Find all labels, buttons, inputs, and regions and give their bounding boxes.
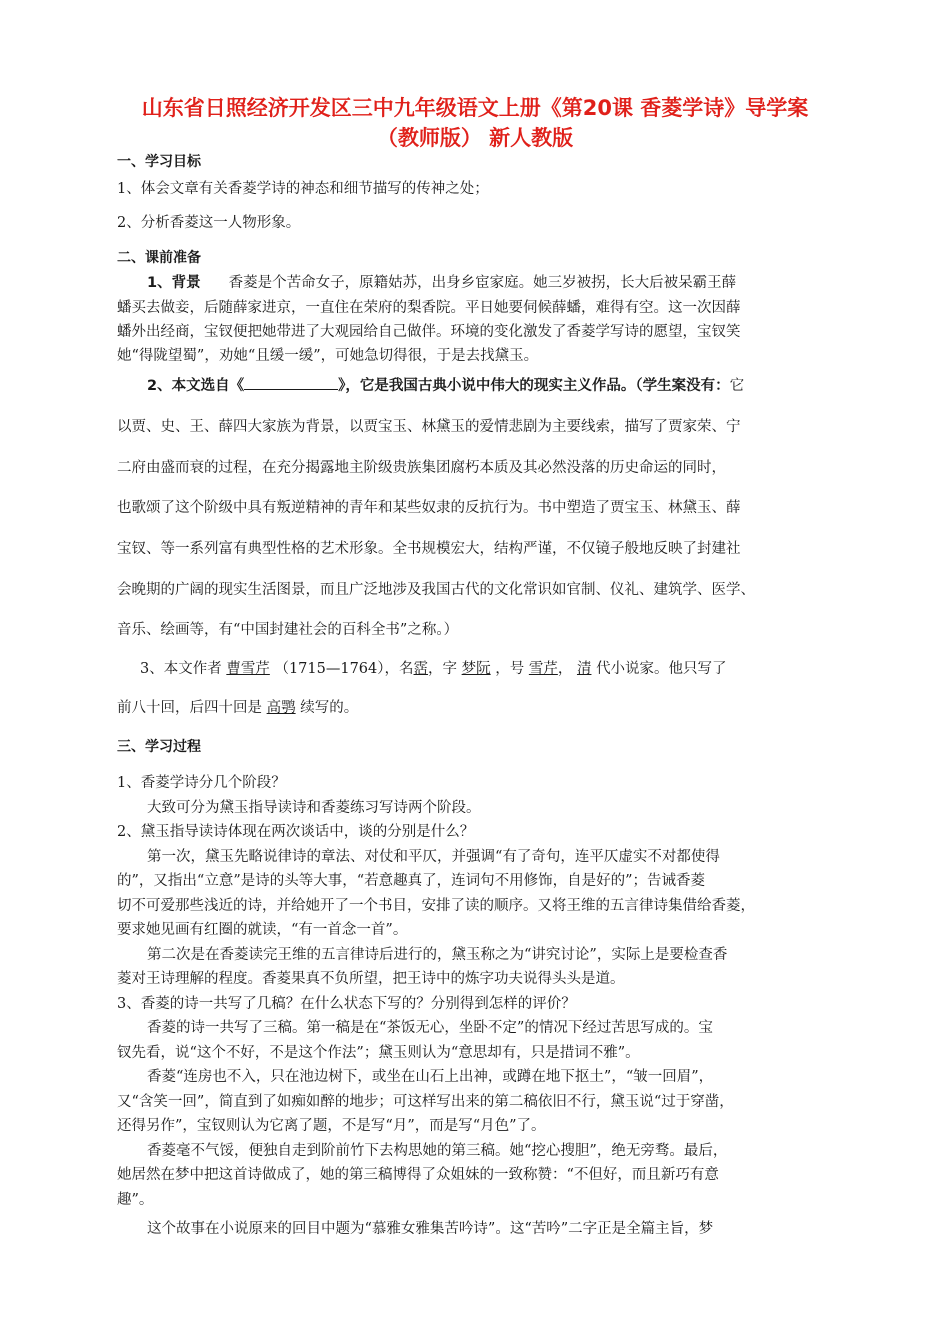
answer-line: 要求她见画有红圈的就读，“有一首念一首”。 xyxy=(117,922,408,938)
author-line: 3、本文作者 曹雪芹 （1715—1764），名霑，字 梦阮 ，号 雪芹， 清 代小说家。他只写了 xyxy=(140,661,727,677)
document-subtitle: （教师版） 新人教版 xyxy=(376,126,574,150)
answer-line: 还得另作”，宝钗则认为它离了题，不是写“月”，而是写“月色”了。 xyxy=(117,1118,546,1134)
paragraph-line: 宝钗、等一系列富有典型性格的艺术形象。全书规模宏大，结构严谨，不仅镜子般地反映了封建社 xyxy=(117,541,741,557)
question: 1、香菱学诗分几个阶段？ xyxy=(117,775,286,791)
fill-in-blank xyxy=(244,375,338,390)
answer-line: 钗先看，说“这个不好，不是这个作法”；黛玉则认为“意思却有，只是措词不雅”。 xyxy=(117,1045,640,1061)
goal-item: 2、分析香菱这一人物形象。 xyxy=(117,215,301,231)
paragraph-line: 音乐、绘画等，有“中国封建社会的百科全书”之称。） xyxy=(117,622,459,638)
answer-line: 切不可爱那些浅近的诗，并给她开了一个书目，安排了读的顺序。又将王维的五言律诗集借给香菱， xyxy=(117,898,755,914)
answer-line: 菱对王诗理解的程度。香菱果真不负所望，把王诗中的炼字功夫说得头头是道。 xyxy=(117,971,625,987)
answer-line: 趣”。 xyxy=(117,1192,154,1208)
answer-line: 第一次，黛玉先略说律诗的章法、对仗和平仄，并强调“有了奇句，连平仄虚实不对都使得 xyxy=(147,849,720,865)
answer-line: 香菱毫不气馁，便独自走到阶前竹下去构思她的第三稿。她“挖心搜胆”，绝无旁骛。最后， xyxy=(147,1143,728,1159)
answer-line: 大致可分为黛玉指导读诗和香菱练习写诗两个阶段。 xyxy=(147,800,481,816)
question: 3、香菱的诗一共写了几稿？在什么状态下写的？分别得到怎样的评价？ xyxy=(117,996,576,1012)
answer-line: 这个故事在小说原来的回目中题为“慕雅女雅集苦吟诗”。这“苦吟”二字正是全篇主旨，梦 xyxy=(147,1221,714,1237)
paragraph-line: 二府由盛而衰的过程，在充分揭露地主阶级贵族集团腐朽本质及其必然没落的历史命运的同时， xyxy=(117,460,726,476)
answer-line: 又“含笑一回”，简直到了如痴如醉的地步；可这样写出来的第二稿依旧不行，黛玉说“过于穿凿， xyxy=(117,1094,734,1110)
answer-line: 她居然在梦中把这首诗做成了，她的第三稿博得了众姐妹的一致称赞：“不但好，而且新巧有意 xyxy=(117,1167,719,1183)
document-title: 山东省日照经济开发区三中九年级语文上册《第20课 香菱学诗》导学案 xyxy=(141,96,809,120)
paragraph-line: 1、背景 香菱是个苦命女子，原籍姑苏，出身乡宦家庭。她三岁被拐，长大后被呆霸王薛 xyxy=(147,275,737,291)
author-name: 曹雪芹 xyxy=(226,661,270,677)
continuer-name: 高鹗 xyxy=(266,700,296,716)
paragraph-line: 蟠外出经商，宝钗便把她带进了大观园给自己做伴。环境的变化激发了香菱学写诗的愿望，宝钗笑 xyxy=(117,324,741,340)
answer-line: 香菱“连房也不入，只在池边树下，或坐在山石上出神，或蹲在地下抠土”，“皱一回眉”， xyxy=(147,1069,714,1085)
paragraph-line: 以贾、史、王、薛四大家族为背景，以贾宝玉、林黛玉的爱情悲剧为主要线索，描写了贾家荣、宁 xyxy=(117,419,741,435)
paragraph-line: 会晚期的广阔的现实生活图景，而且广泛地涉及我国古代的文化常识如官制、仪礼、建筑学、医学、 xyxy=(117,582,755,598)
background-label: 1、背景 xyxy=(147,275,201,291)
section-heading-preparation: 二、课前准备 xyxy=(117,250,201,266)
paragraph-line: 2、本文选自《 》，它是我国古典小说中伟大的现实主义作品。（学生案没有：它 xyxy=(147,375,744,397)
answer-line: 的”，又指出“立意”是诗的头等大事，“若意趣真了，连词句不用修饰，自是好的”；告诫香菱 xyxy=(117,873,706,889)
answer-line: 香菱的诗一共写了三稿。第一稿是在“茶饭无心，坐卧不定”的情况下经过苦思写成的。宝 xyxy=(147,1020,713,1036)
paragraph-line: 也歌颂了这个阶级中具有叛逆精神的青年和某些奴隶的反抗行为。书中塑造了贾宝玉、林黛玉、薛 xyxy=(117,500,741,516)
section-heading-goals: 一、学习目标 xyxy=(117,154,201,170)
paragraph-line: 蟠买去做妾，后随薛家进京，一直住在荣府的梨香院。平日她要伺候薛蟠，难得有空。这一次因薛 xyxy=(117,300,741,316)
goal-item: 1、体会文章有关香菱学诗的神态和细节描写的传神之处； xyxy=(117,181,489,197)
section-heading-process: 三、学习过程 xyxy=(117,739,201,755)
author-line: 前八十回，后四十回是 高鹗 续写的。 xyxy=(117,700,359,716)
question: 2、黛玉指导读诗体现在两次谈话中，谈的分别是什么？ xyxy=(117,824,475,840)
paragraph-line: 她“得陇望蜀”，劝她“且缓一缓”，可她急切得很，于是去找黛玉。 xyxy=(117,348,539,364)
answer-line: 第二次是在香菱读完王维的五言律诗后进行的，黛玉称之为“讲究讨论”，实际上是要检查香 xyxy=(147,947,728,963)
